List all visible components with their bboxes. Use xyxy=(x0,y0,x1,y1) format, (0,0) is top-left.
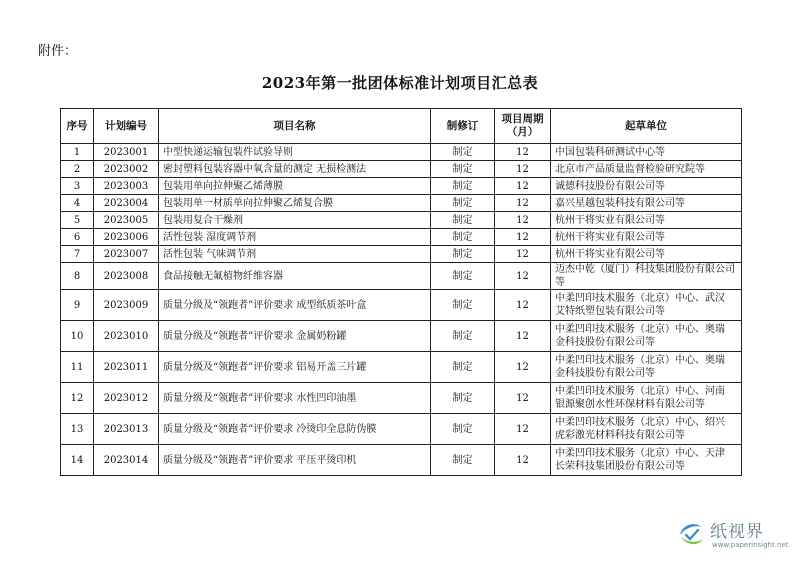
cell-code: 2023005 xyxy=(94,212,159,229)
cell-code: 2023011 xyxy=(94,352,159,383)
cell-name: 食品接触无氟植物纤维容器 xyxy=(159,263,431,290)
cell-unit xyxy=(551,178,742,195)
cell-type: 制定 xyxy=(431,161,495,178)
cell-unit-line: 中国包装科研测试中心等 xyxy=(555,146,665,158)
cell-no: 1 xyxy=(61,144,94,161)
cell-name: 包装用单一材质单向拉伸聚乙烯复合膜 xyxy=(159,195,431,212)
cell-name: 质量分级及“领跑者”评价要求 水性凹印油墨 xyxy=(159,383,431,414)
table-row xyxy=(61,161,742,178)
table-row xyxy=(61,414,742,445)
cell-unit-line: 金科技股份有限公司等 xyxy=(555,337,655,348)
project-plan-table xyxy=(60,108,742,476)
cell-unit xyxy=(551,161,742,178)
watermark-name: 纸视界 xyxy=(710,522,764,542)
cell-unit-line: 中柔凹印技术服务（北京）中心、河南 xyxy=(555,386,725,397)
cell-code: 2023008 xyxy=(94,263,159,290)
header-code: 计划编号 xyxy=(94,109,159,144)
cell-unit xyxy=(551,352,742,383)
table-row xyxy=(61,144,742,161)
cell-unit-line: 杭州干将实业有限公司等 xyxy=(555,214,665,226)
cell-unit-line: 迈杰中乾（厦门）科技集团股份有限公司等 xyxy=(555,264,735,288)
table-row xyxy=(61,263,742,290)
cell-code: 2023010 xyxy=(94,321,159,352)
cell-unit-line: 北京市产品质量监督检验研究院等 xyxy=(555,163,705,175)
cell-code: 2023004 xyxy=(94,195,159,212)
table-row xyxy=(61,195,742,212)
cell-no: 9 xyxy=(61,290,94,321)
cell-unit-line: 银源聚创水性环保材料有限公司等 xyxy=(555,399,705,410)
cell-no: 10 xyxy=(61,321,94,352)
cell-name: 包装用复合干燥剂 xyxy=(159,212,431,229)
cell-type: 制定 xyxy=(431,352,495,383)
cell-unit-line: 杭州干将实业有限公司等 xyxy=(555,231,665,243)
cell-name: 质量分级及“领跑者”评价要求 成型纸质茶叶盒 xyxy=(159,290,431,321)
cell-type: 制定 xyxy=(431,212,495,229)
table-row xyxy=(61,178,742,195)
header-period-line1: 项目周期 xyxy=(501,113,544,125)
table-row xyxy=(61,229,742,246)
cell-type: 制定 xyxy=(431,246,495,263)
header-no: 序号 xyxy=(61,109,94,144)
cell-unit-line: 中柔凹印技术服务（北京）中心、奥瑞 xyxy=(555,324,725,335)
cell-unit xyxy=(551,229,742,246)
cell-name: 活性包装 湿度调节剂 xyxy=(159,229,431,246)
paperinsight-logo-icon xyxy=(676,519,706,549)
table-row xyxy=(61,352,742,383)
table-row xyxy=(61,290,742,321)
cell-no: 14 xyxy=(61,445,94,476)
cell-type: 制定 xyxy=(431,229,495,246)
cell-type: 制定 xyxy=(431,290,495,321)
cell-period: 12 xyxy=(495,383,551,414)
cell-unit-line: 嘉兴星越包装科技有限公司等 xyxy=(555,197,685,209)
cell-code: 2023012 xyxy=(94,383,159,414)
cell-period: 12 xyxy=(495,212,551,229)
cell-no: 5 xyxy=(61,212,94,229)
header-period xyxy=(495,109,551,144)
cell-code: 2023007 xyxy=(94,246,159,263)
table-row xyxy=(61,321,742,352)
cell-unit xyxy=(551,321,742,352)
cell-period: 12 xyxy=(495,195,551,212)
cell-no: 3 xyxy=(61,178,94,195)
cell-unit xyxy=(551,246,742,263)
cell-period: 12 xyxy=(495,178,551,195)
cell-period: 12 xyxy=(495,290,551,321)
cell-name: 活性包装 气味调节剂 xyxy=(159,246,431,263)
cell-no: 2 xyxy=(61,161,94,178)
cell-period: 12 xyxy=(495,445,551,476)
cell-period: 12 xyxy=(495,321,551,352)
cell-unit-line: 中柔凹印技术服务（北京）中心、绍兴 xyxy=(555,417,725,428)
cell-no: 8 xyxy=(61,263,94,290)
cell-name: 包装用单向拉伸聚乙烯薄膜 xyxy=(159,178,431,195)
cell-unit xyxy=(551,263,742,290)
cell-type: 制定 xyxy=(431,414,495,445)
cell-period: 12 xyxy=(495,229,551,246)
cell-period: 12 xyxy=(495,263,551,290)
cell-name: 质量分级及“领跑者”评价要求 金属奶粉罐 xyxy=(159,321,431,352)
cell-name: 质量分级及“领跑者”评价要求 冷烫印全息防伪膜 xyxy=(159,414,431,445)
cell-code: 2023009 xyxy=(94,290,159,321)
cell-no: 7 xyxy=(61,246,94,263)
header-type: 制修订 xyxy=(431,109,495,144)
cell-no: 4 xyxy=(61,195,94,212)
cell-unit-line: 中柔凹印技术服务（北京）中心、武汉 xyxy=(555,293,725,304)
table-header-row xyxy=(61,109,742,144)
cell-type: 制定 xyxy=(431,383,495,414)
cell-name: 中型快递运输包装件试验导则 xyxy=(159,144,431,161)
cell-type: 制定 xyxy=(431,144,495,161)
watermark-url: www.paperinsight.net xyxy=(712,541,789,549)
cell-unit-line: 虎彩激光材料科技有限公司等 xyxy=(555,430,685,441)
table-row xyxy=(61,445,742,476)
cell-type: 制定 xyxy=(431,321,495,352)
header-period-line2: （月） xyxy=(506,126,539,138)
cell-unit xyxy=(551,195,742,212)
table-row xyxy=(61,246,742,263)
cell-unit-line: 金科技股份有限公司等 xyxy=(555,368,655,379)
cell-code: 2023014 xyxy=(94,445,159,476)
cell-unit-line: 杭州干将实业有限公司等 xyxy=(555,248,665,260)
table-row xyxy=(61,212,742,229)
cell-unit-line: 诚德科技股份有限公司等 xyxy=(555,180,665,192)
table-row xyxy=(61,383,742,414)
attachment-label: 附件： xyxy=(38,44,78,59)
cell-period: 12 xyxy=(495,144,551,161)
header-name: 项目名称 xyxy=(159,109,431,144)
cell-name: 质量分级及“领跑者”评价要求 铝易开盖三片罐 xyxy=(159,352,431,383)
cell-period: 12 xyxy=(495,246,551,263)
cell-unit-line: 长荣科技集团股份有限公司等 xyxy=(555,461,685,472)
cell-unit-line: 艾特纸塑包装有限公司等 xyxy=(555,306,665,317)
page-title: 2023年第一批团体标准计划项目汇总表 xyxy=(261,74,539,92)
cell-period: 12 xyxy=(495,414,551,445)
cell-unit xyxy=(551,414,742,445)
cell-period: 12 xyxy=(495,352,551,383)
cell-code: 2023002 xyxy=(94,161,159,178)
cell-name: 质量分级及“领跑者”评价要求 平压平烫印机 xyxy=(159,445,431,476)
cell-code: 2023006 xyxy=(94,229,159,246)
cell-no: 12 xyxy=(61,383,94,414)
cell-code: 2023003 xyxy=(94,178,159,195)
cell-code: 2023001 xyxy=(94,144,159,161)
cell-unit xyxy=(551,383,742,414)
cell-name: 密封塑料包装容器中氧含量的测定 无损检测法 xyxy=(159,161,431,178)
cell-unit-line: 中柔凹印技术服务（北京）中心、天津 xyxy=(555,448,725,459)
cell-unit xyxy=(551,212,742,229)
cell-type: 制定 xyxy=(431,445,495,476)
cell-period: 12 xyxy=(495,161,551,178)
watermark xyxy=(668,509,788,559)
header-unit: 起草单位 xyxy=(551,109,742,144)
cell-no: 6 xyxy=(61,229,94,246)
cell-no: 13 xyxy=(61,414,94,445)
cell-type: 制定 xyxy=(431,195,495,212)
cell-type: 制定 xyxy=(431,263,495,290)
cell-unit xyxy=(551,290,742,321)
cell-unit xyxy=(551,445,742,476)
cell-type: 制定 xyxy=(431,178,495,195)
cell-code: 2023013 xyxy=(94,414,159,445)
cell-no: 11 xyxy=(61,352,94,383)
cell-unit-line: 中柔凹印技术服务（北京）中心、奥瑞 xyxy=(555,355,725,366)
cell-unit xyxy=(551,144,742,161)
